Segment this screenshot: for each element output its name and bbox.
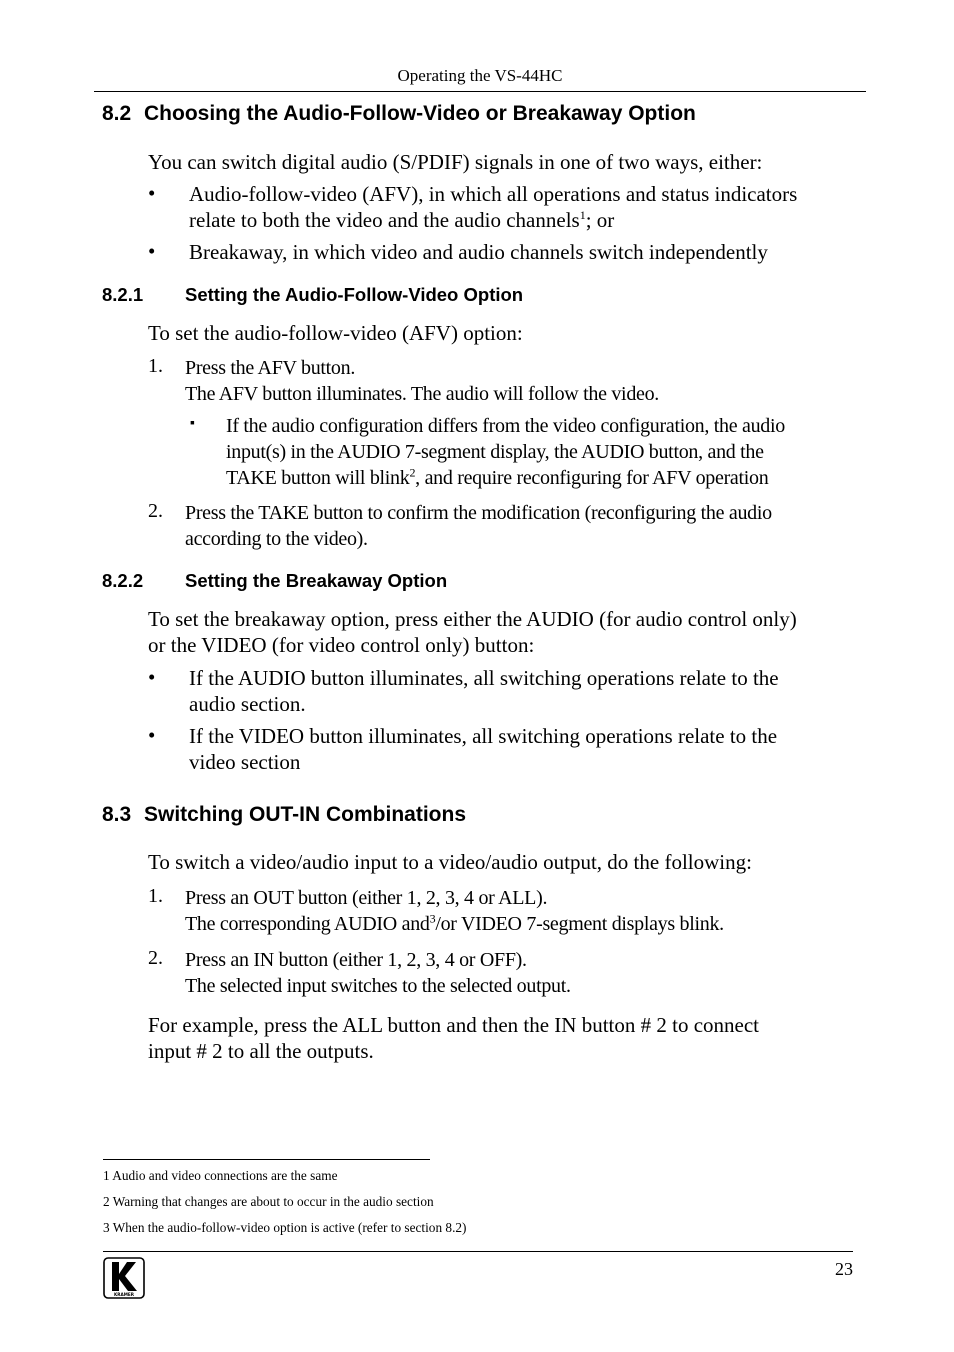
step-line: Press the TAKE button to confirm the modification (reconfiguring the audio [185,502,772,524]
bullet-glyph: • [148,181,156,205]
bullet-item [189,181,797,233]
kramer-logo-icon [103,1257,145,1299]
step-item [185,885,724,937]
bullet-text: relate to both the video and the audio channels [189,208,580,232]
section-number: 8.3 [102,803,132,826]
subbullet-text: TAKE button will blink [226,467,410,489]
subsection-number: 8.2.2 [102,570,144,591]
footer-rule [103,1251,853,1252]
footnote: 3 When the audio-follow-video option is active (refer to section 8.2) [103,1220,467,1235]
section-heading-8-3 [102,803,466,827]
paragraph: To set the audio-follow-video (AFV) option: [148,321,523,345]
paragraph-line: input # 2 to all the outputs. [148,1039,374,1063]
footnote-ref[interactable]: 3 [429,911,436,926]
bullet-line: If the AUDIO button illuminates, all switching operations relate to the [189,666,779,690]
paragraph-line: To set the breakaway option, press either the AUDIO (for audio control only) [148,607,797,631]
step-number: 1. [148,355,163,377]
step-number: 1. [148,885,163,907]
paragraph: You can switch digital audio (S/PDIF) signals in one of two ways, either: [148,150,763,174]
subbullet-line: input(s) in the AUDIO 7-segment display, the AUDIO button, and the [226,441,764,463]
paragraph [148,1012,759,1064]
bullet-text: ; or [585,208,615,232]
step-item [185,947,571,999]
bullet-line: Audio-follow-video (AFV), in which all operations and status indicators [189,182,798,206]
step-number: 2. [148,500,163,522]
step-line: according to the video). [185,528,368,550]
section-heading-8-2 [102,102,696,126]
subbullet-line [226,465,785,491]
step-line: The selected input switches to the selected output. [185,975,571,997]
subbullet-text: , and require reconfiguring for AFV operation [415,467,769,489]
bullet-glyph: • [148,665,156,689]
section-number: 8.2 [102,102,132,125]
subsection-number: 8.2.1 [102,284,144,305]
bullet-line [189,207,797,233]
step-line [185,911,724,937]
bullet-line: video section [189,750,301,774]
footnote: 2 Warning that changes are about to occur in the audio section [103,1194,434,1209]
subsection-heading-8-2-2 [102,570,448,592]
bullet-item [189,665,779,717]
bullet-line: audio section. [189,692,306,716]
step-line: Press the AFV button. [185,357,356,379]
step-line: The AFV button illuminates. The audio will follow the video. [185,383,659,405]
subsection-title: Setting the Audio-Follow-Video Option [185,284,524,305]
subbullet-item [226,413,785,491]
step-item [185,500,772,552]
step-item [185,355,659,407]
subbullet-glyph: ▪ [190,416,195,431]
header-rule [94,91,866,92]
footnote-ref[interactable]: 2 [409,465,416,480]
bullet-line: If the VIDEO button illuminates, all switching operations relate to the [189,724,778,748]
footnote-ref[interactable]: 1 [579,208,586,222]
paragraph: To switch a video/audio input to a video/audio output, do the following: [148,850,752,874]
page-number: 23 [835,1259,853,1279]
section-title: Choosing the Audio-Follow-Video or Breakaway Option [144,102,696,125]
logo-wordmark: KRAMER [114,1292,134,1297]
step-number: 2. [148,947,163,969]
step-text: /or VIDEO 7-segment displays blink. [435,913,724,935]
footnote: 1 Audio and video connections are the same [103,1168,338,1183]
paragraph-line: For example, press the ALL button and then the IN button # 2 to connect [148,1013,760,1037]
step-line: Press an IN button (either 1, 2, 3, 4 or OFF). [185,949,527,971]
subsection-heading-8-2-1 [102,284,524,306]
subbullet-line: If the audio configuration differs from the video configuration, the audio [226,415,785,437]
bullet-glyph: • [148,723,156,747]
step-text: The corresponding AUDIO and [185,913,430,935]
bullet-glyph: • [148,239,156,263]
bullet-item [189,723,777,775]
section-title: Switching OUT-IN Combinations [144,803,466,826]
running-header: Operating the VS-44HC [397,66,563,85]
paragraph [148,606,797,658]
paragraph-line: or the VIDEO (for video control only) button: [148,633,535,657]
footnote-rule [103,1159,430,1160]
bullet-item: Breakaway, in which video and audio channels switch independently [189,240,768,264]
step-line: Press an OUT button (either 1, 2, 3, 4 or ALL). [185,887,548,909]
subsection-title: Setting the Breakaway Option [185,570,448,591]
